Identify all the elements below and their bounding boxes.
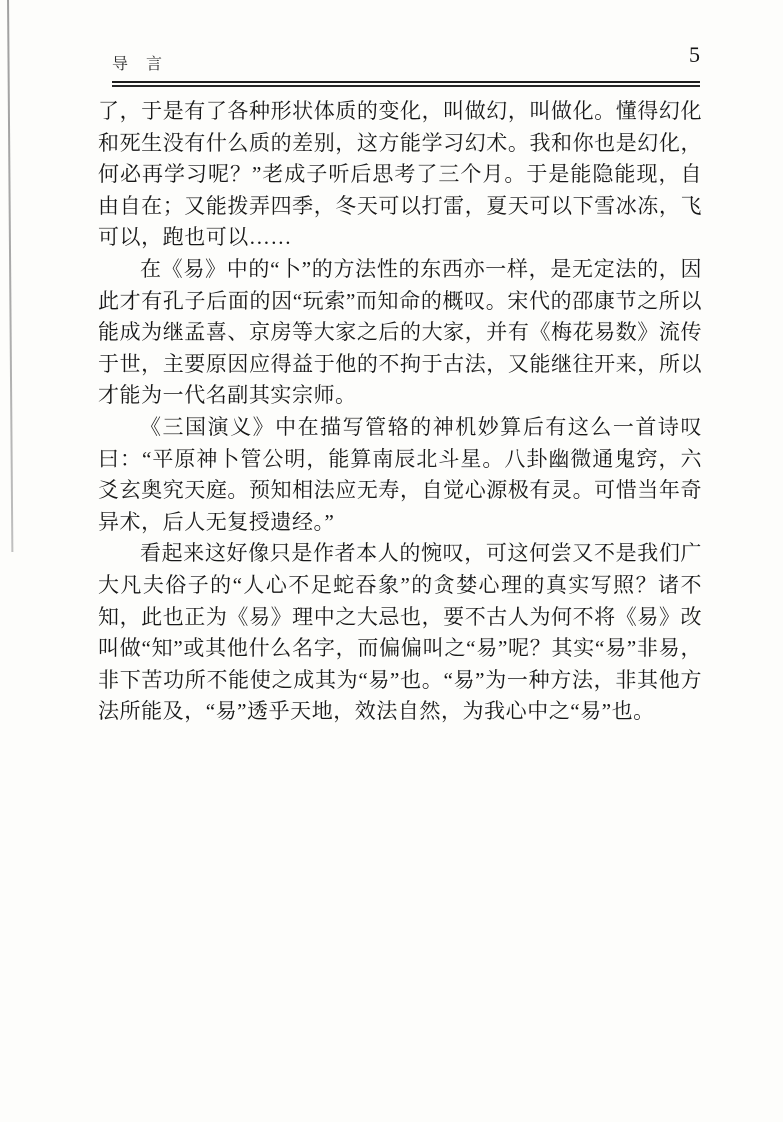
paragraph-continuation: 了，于是有了各种形状体质的变化，叫做幻，叫做化。懂得幻化和死生没有什么质的差别，这方能学习幻术。我和你也是幻化，何必再学习呢？”老成子听后思考了三个月。于是能隐能现，自由自在；又能拨弄四季，冬天可以打雷，夏天可以下雪冰冻，飞可以，跑也可以…… <box>98 99 702 250</box>
running-title: 导 言 <box>112 56 164 73</box>
paragraph: 看起来这好像只是作者本人的惋叹，可这何尝又不是我们广大凡夫俗子的“人心不足蛇吞象”的贪婪心理的真实写照？诸不知，此也正为《易》理中之大忌也，要不古人为何不将《易》改叫做“知”或其他什么名字，而偏偏叫之“易”呢？其实“易”非易，非下苦功所不能使之成其为“易”也。“易”为一种方法，非其他方法所能及，“易”透乎天地，效法自然，为我心中之“易”也。 <box>98 541 702 724</box>
page-number: 5 <box>689 42 700 67</box>
page-body <box>98 96 702 728</box>
scan-edge-artifact <box>7 0 13 552</box>
page-header <box>112 44 700 76</box>
header-rule <box>112 81 700 87</box>
paragraph: 在《易》中的“卜”的方法性的东西亦一样，是无定法的，因此才有孔子后面的因“玩索”而知命的概叹。宋代的邵康节之所以能成为继孟喜、京房等大家之后的大家，并有《梅花易数》流传于世，主要原因应得益于他的不拘于古法，又能继往开来，所以才能为一代名副其实宗师。 <box>98 256 702 408</box>
paragraph: 《三国演义》中在描写管辂的神机妙算后有这么一首诗叹曰：“平原神卜管公明，能算南辰北斗星。八卦幽微通鬼窍，六爻玄奥究天庭。预知相法应无寿，自觉心源极有灵。可惜当年奇异术，后人无复授遗经。” <box>98 414 702 534</box>
